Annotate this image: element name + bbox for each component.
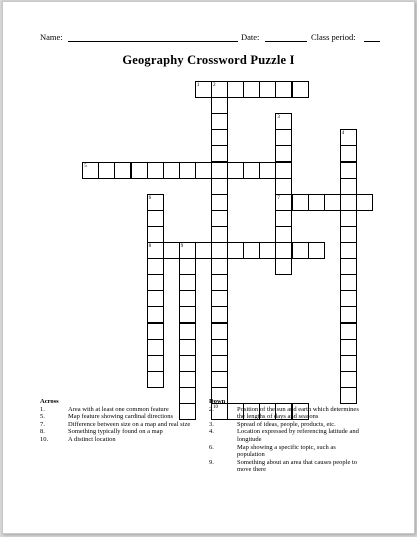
crossword-cell[interactable] bbox=[259, 242, 276, 259]
page-title: Geography Crossword Puzzle I bbox=[122, 53, 295, 67]
crossword-cell[interactable] bbox=[82, 162, 99, 179]
crossword-cell[interactable] bbox=[211, 113, 228, 130]
clue-item: 7. Difference between size on a map and real size bbox=[40, 420, 191, 428]
crossword-cell[interactable] bbox=[243, 162, 260, 179]
crossword-cell[interactable] bbox=[179, 242, 196, 259]
crossword-cell[interactable] bbox=[211, 81, 228, 98]
crossword-cell[interactable] bbox=[114, 162, 131, 179]
crossword-cell[interactable] bbox=[324, 194, 341, 211]
clue-item: 2. Position of the sun and earth which determines the lengths of days and seasons bbox=[209, 405, 359, 421]
crossword-cell[interactable] bbox=[211, 274, 228, 291]
crossword-cell[interactable] bbox=[211, 290, 228, 307]
worksheet-page bbox=[2, 1, 415, 534]
crossword-cell[interactable] bbox=[340, 355, 357, 372]
clue-item: 1. Area with at least one common feature bbox=[40, 405, 169, 413]
crossword-cell[interactable] bbox=[179, 371, 196, 388]
clue-number: 4 bbox=[341, 131, 345, 137]
crossword-cell[interactable] bbox=[131, 162, 148, 179]
date-label: Date: bbox=[241, 32, 260, 42]
crossword-cell[interactable] bbox=[211, 242, 228, 259]
clue-number: 5 bbox=[84, 163, 87, 169]
crossword-cell[interactable] bbox=[179, 323, 196, 340]
date-line bbox=[265, 41, 307, 42]
crossword-cell[interactable] bbox=[227, 242, 244, 259]
crossword-cell[interactable] bbox=[340, 339, 357, 356]
crossword-cell[interactable] bbox=[340, 145, 357, 162]
crossword-cell[interactable] bbox=[340, 162, 357, 179]
across-list bbox=[40, 406, 195, 444]
crossword-cell[interactable] bbox=[147, 194, 164, 211]
crossword-cell[interactable] bbox=[147, 339, 164, 356]
clue-number: 7 bbox=[277, 195, 280, 201]
clue-item: 3. Spread of ideas, people, products, etc. bbox=[209, 420, 336, 428]
down-list bbox=[209, 406, 364, 474]
crossword-cell[interactable] bbox=[147, 258, 164, 275]
crossword-cell[interactable] bbox=[211, 258, 228, 275]
crossword-cell[interactable] bbox=[211, 97, 228, 114]
crossword-cell[interactable] bbox=[275, 210, 292, 227]
clue-number: 1 bbox=[196, 83, 200, 88]
crossword-cell[interactable] bbox=[179, 355, 196, 372]
crossword-cell[interactable] bbox=[211, 306, 228, 323]
crossword-cell[interactable] bbox=[340, 194, 357, 211]
crossword-cell[interactable] bbox=[195, 162, 212, 179]
crossword-cell[interactable] bbox=[340, 178, 357, 195]
crossword-cell[interactable] bbox=[243, 81, 260, 98]
crossword-cell[interactable] bbox=[179, 274, 196, 291]
crossword-cell[interactable] bbox=[340, 371, 357, 388]
crossword-cell[interactable] bbox=[275, 113, 292, 130]
crossword-cell[interactable] bbox=[275, 242, 292, 259]
crossword-cell[interactable] bbox=[211, 194, 228, 211]
down-clues bbox=[209, 398, 364, 474]
clue-item: 10. A distinct location bbox=[40, 435, 116, 443]
crossword-cell[interactable] bbox=[211, 355, 228, 372]
crossword-cell[interactable] bbox=[179, 162, 196, 179]
crossword-cell[interactable] bbox=[340, 306, 357, 323]
crossword-cell[interactable] bbox=[211, 226, 228, 243]
crossword-cell[interactable] bbox=[211, 210, 228, 227]
crossword-cell[interactable] bbox=[147, 162, 164, 179]
crossword-cell[interactable] bbox=[275, 81, 292, 98]
crossword-cell[interactable] bbox=[340, 226, 357, 243]
crossword-cell[interactable] bbox=[211, 145, 228, 162]
down-heading: Down bbox=[209, 398, 226, 405]
crossword-cell[interactable] bbox=[147, 290, 164, 307]
crossword-cell[interactable] bbox=[275, 145, 292, 162]
crossword-cell[interactable] bbox=[340, 274, 357, 291]
crossword-cell[interactable] bbox=[147, 274, 164, 291]
clue-number: 3 bbox=[277, 115, 280, 121]
clue-number: 6 bbox=[148, 195, 152, 201]
clue-item: 6. Map showing a specific topic, such as population bbox=[209, 443, 336, 459]
crossword-cell[interactable] bbox=[98, 162, 115, 179]
crossword-cell[interactable] bbox=[227, 162, 244, 179]
crossword-cell[interactable] bbox=[211, 129, 228, 146]
crossword-cell[interactable] bbox=[275, 226, 292, 243]
crossword-cell[interactable] bbox=[275, 162, 292, 179]
crossword-cell[interactable] bbox=[259, 81, 276, 98]
crossword-cell[interactable] bbox=[259, 162, 276, 179]
crossword-cell[interactable] bbox=[292, 194, 309, 211]
crossword-cell[interactable] bbox=[292, 242, 309, 259]
crossword-cell[interactable] bbox=[275, 194, 292, 211]
name-label: Name: bbox=[40, 32, 63, 42]
crossword-cell[interactable] bbox=[292, 81, 309, 98]
crossword-cell[interactable] bbox=[147, 323, 164, 340]
crossword-cell[interactable] bbox=[195, 242, 212, 259]
class-period-label: Class period: bbox=[311, 32, 356, 42]
crossword-cell[interactable] bbox=[179, 258, 196, 275]
crossword-cell[interactable] bbox=[340, 242, 357, 259]
crossword-cell[interactable] bbox=[179, 339, 196, 356]
crossword-cell[interactable] bbox=[163, 162, 180, 179]
crossword-cell[interactable] bbox=[147, 355, 164, 372]
crossword-cell[interactable] bbox=[147, 306, 164, 323]
crossword-cell[interactable] bbox=[275, 178, 292, 195]
clue-item: 4. Location expressed by referencing latitude and longitude bbox=[209, 428, 359, 443]
crossword-cell[interactable] bbox=[340, 290, 357, 307]
class-period-line bbox=[364, 41, 380, 42]
clue-number: 9 bbox=[180, 244, 184, 249]
name-line bbox=[68, 41, 238, 42]
crossword-cell[interactable] bbox=[275, 258, 292, 275]
clue-item: 8. Something typically found on a map bbox=[40, 428, 163, 436]
crossword-cell[interactable] bbox=[147, 210, 164, 227]
crossword-cell[interactable] bbox=[147, 226, 164, 243]
crossword-cell[interactable] bbox=[147, 242, 164, 259]
crossword-cell[interactable] bbox=[340, 129, 357, 146]
clue-item: 9. Something about an area that causes people to move there bbox=[209, 458, 358, 474]
crossword-cell[interactable] bbox=[340, 323, 357, 340]
crossword-cell[interactable] bbox=[211, 371, 228, 388]
crossword-cell[interactable] bbox=[356, 194, 373, 211]
crossword-cell[interactable] bbox=[211, 339, 228, 356]
crossword-cell[interactable] bbox=[340, 210, 357, 227]
crossword-cell[interactable] bbox=[147, 371, 164, 388]
across-heading: Across bbox=[40, 398, 59, 405]
crossword-cell[interactable] bbox=[179, 306, 196, 323]
crossword-cell[interactable] bbox=[211, 162, 228, 179]
crossword-cell[interactable] bbox=[227, 81, 244, 98]
across-clues bbox=[40, 398, 195, 444]
crossword-cell[interactable] bbox=[275, 129, 292, 146]
clue-number: 2 bbox=[213, 83, 216, 88]
clue-item: 5. Map feature showing cardinal directions bbox=[40, 413, 174, 421]
crossword-cell[interactable] bbox=[211, 178, 228, 195]
crossword-cell[interactable] bbox=[179, 290, 196, 307]
crossword-cell[interactable] bbox=[195, 81, 212, 98]
crossword-cell[interactable] bbox=[308, 194, 325, 211]
crossword-cell[interactable] bbox=[243, 242, 260, 259]
crossword-cell[interactable] bbox=[211, 323, 228, 340]
crossword-cell[interactable] bbox=[308, 242, 325, 259]
crossword-cell[interactable] bbox=[340, 258, 357, 275]
clue-number: 10 bbox=[213, 405, 218, 410]
clue-number: 8 bbox=[148, 244, 152, 249]
crossword-cell[interactable] bbox=[163, 242, 180, 259]
